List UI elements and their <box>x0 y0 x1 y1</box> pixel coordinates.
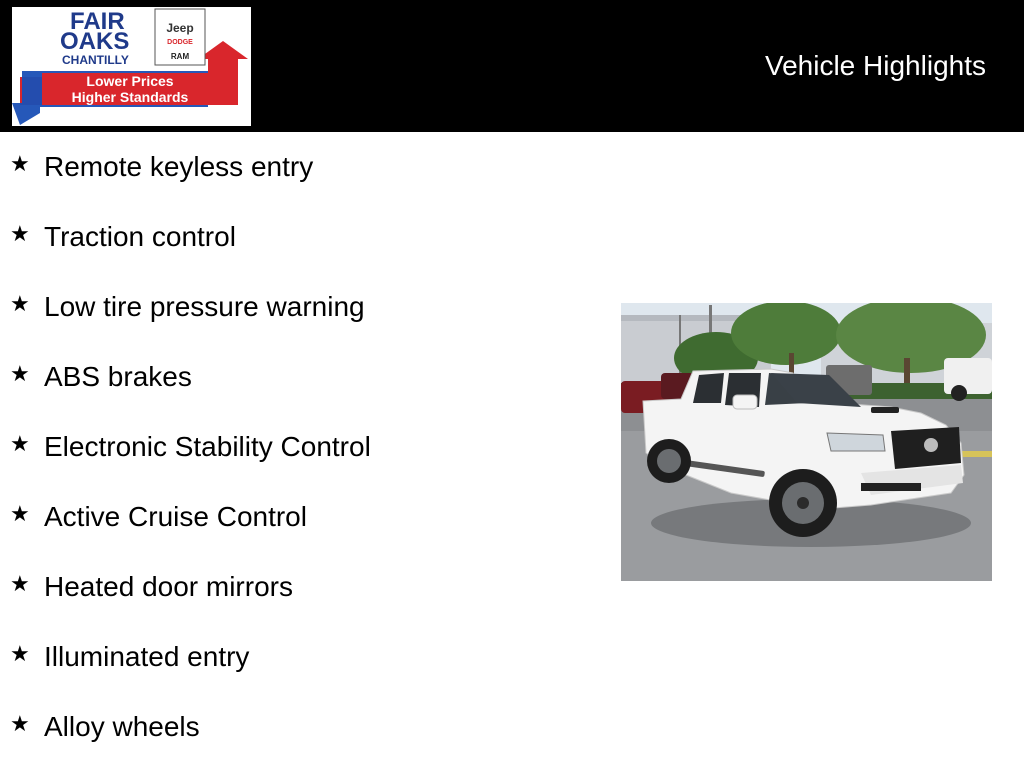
vehicle-photo[interactable] <box>621 303 992 581</box>
header-bar <box>0 0 1024 132</box>
feature-label: Remote keyless entry <box>44 151 314 182</box>
feature-item <box>10 639 590 709</box>
feature-label: Active Cruise Control <box>44 501 307 532</box>
feature-label: Electronic Stability Control <box>44 431 371 462</box>
logo-brand-jeep: Jeep <box>166 21 194 35</box>
star-icon: ★ <box>10 711 30 736</box>
star-icon: ★ <box>10 571 30 596</box>
feature-item <box>10 429 590 499</box>
feature-item <box>10 569 590 639</box>
star-icon: ★ <box>10 291 30 316</box>
star-icon: ★ <box>10 221 30 246</box>
feature-label: ABS brakes <box>44 361 192 392</box>
vehicle-photo-graphic <box>621 303 992 581</box>
feature-item <box>10 219 590 289</box>
star-icon: ★ <box>10 151 30 176</box>
feature-item <box>10 359 590 429</box>
feature-item <box>10 709 590 779</box>
feature-item <box>10 149 590 219</box>
logo-brand-dodge: DODGE <box>167 39 193 46</box>
feature-label: Traction control <box>44 221 236 252</box>
logo-chantilly: CHANTILLY <box>62 53 129 67</box>
star-icon: ★ <box>10 361 30 386</box>
feature-label: Illuminated entry <box>44 641 250 672</box>
feature-label: Alloy wheels <box>44 711 200 742</box>
page-title: Vehicle Highlights <box>764 50 986 81</box>
dealer-logo[interactable] <box>12 7 251 126</box>
feature-list <box>10 149 590 779</box>
star-icon: ★ <box>10 431 30 456</box>
star-icon: ★ <box>10 501 30 526</box>
feature-label: Low tire pressure warning <box>44 291 365 322</box>
logo-tagline-2: Higher Standards <box>71 89 189 105</box>
logo-fair: FAIR <box>70 8 125 35</box>
logo-oaks: OAKS <box>60 28 130 55</box>
star-icon: ★ <box>10 641 30 666</box>
logo-brand-ram: RAM <box>170 52 190 61</box>
dealer-logo-graphic <box>12 7 251 126</box>
logo-tagline-1: Lower Prices <box>86 73 174 89</box>
feature-item <box>10 499 590 569</box>
feature-item <box>10 289 590 359</box>
feature-label: Heated door mirrors <box>44 571 293 602</box>
